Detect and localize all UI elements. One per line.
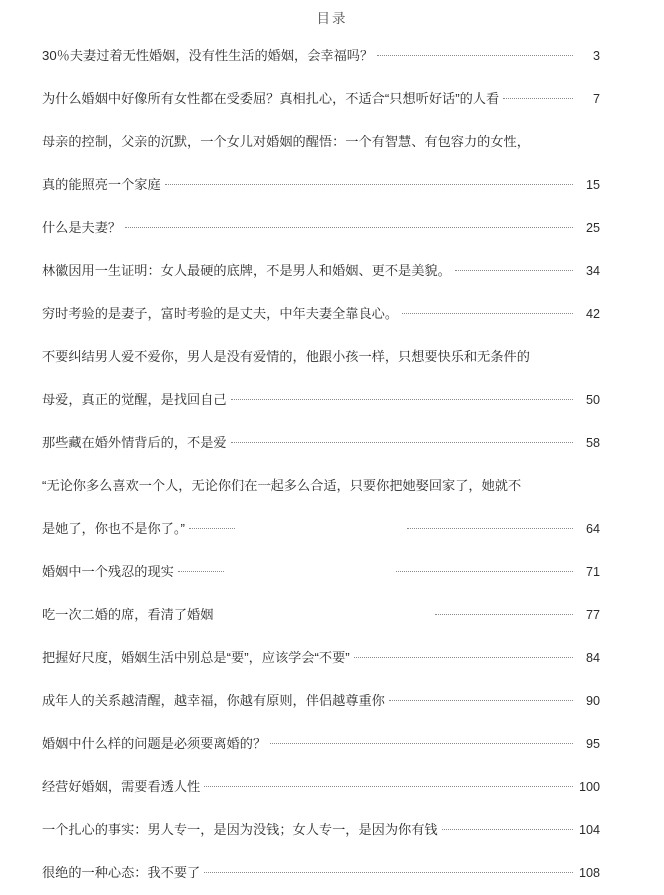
toc-entry[interactable] <box>0 722 664 765</box>
toc-entry-title: 是她了，你也不是你了。” <box>42 521 185 536</box>
page-number: 104 <box>578 823 600 837</box>
leader-dots <box>407 528 573 529</box>
toc-entry-list <box>0 34 664 894</box>
toc-entry-line <box>42 421 600 464</box>
page-number: 50 <box>585 393 600 407</box>
toc-entry-line <box>42 335 600 378</box>
toc-entry-title: 林徽因用一生证明：女人最硬的底牌，不是男人和婚姻、更不是美貌。 <box>42 263 451 278</box>
page-number: 95 <box>585 737 600 751</box>
leader-dots <box>377 55 573 56</box>
toc-entry[interactable] <box>0 77 664 120</box>
toc-entry-line <box>42 507 600 550</box>
toc-entry-title: 那些藏在婚外情背后的，不是爱 <box>42 435 227 450</box>
toc-entry-title: 婚姻中什么样的问题是必须要离婚的？ <box>42 736 267 751</box>
leader-dots <box>402 313 573 314</box>
toc-entry-line <box>42 163 600 206</box>
leader-dots <box>270 743 573 744</box>
toc-entry-line <box>42 636 600 679</box>
toc-entry-title: 婚姻中一个残忍的现实 <box>42 564 174 579</box>
leader-dots <box>125 227 573 228</box>
scan-artifact-dots <box>225 480 271 485</box>
toc-entry[interactable] <box>0 550 664 593</box>
page-number: 15 <box>585 178 600 192</box>
toc-entry[interactable] <box>0 34 664 77</box>
page-title: 目录 <box>316 11 348 26</box>
page-number: 77 <box>585 608 600 622</box>
toc-entry-line <box>42 464 600 507</box>
toc-entry-line <box>42 206 600 249</box>
toc-entry[interactable] <box>0 593 664 636</box>
page-number: 58 <box>585 436 600 450</box>
toc-entry[interactable] <box>0 335 664 421</box>
leader-dots <box>165 184 573 185</box>
toc-entry-title: 很绝的一种心态：我不要了 <box>42 865 201 880</box>
toc-entry-title: 为什么婚姻中好像所有女性都在受委屈？真相扎心，不适合“只想听好话”的人看 <box>42 91 500 106</box>
page-number: 84 <box>585 651 600 665</box>
toc-entry[interactable] <box>0 120 664 206</box>
toc-entry[interactable] <box>0 421 664 464</box>
page-number: 34 <box>585 264 600 278</box>
leader-dots-stub <box>178 571 224 572</box>
page-number: 7 <box>592 92 600 106</box>
toc-entry-line <box>42 378 600 421</box>
page-number: 64 <box>585 522 600 536</box>
page-number: 71 <box>585 565 600 579</box>
leader-dots <box>354 657 573 658</box>
leader-dots <box>204 872 573 873</box>
page-number: 3 <box>592 49 600 63</box>
toc-entry[interactable] <box>0 206 664 249</box>
leader-dots <box>231 442 573 443</box>
toc-entry[interactable] <box>0 249 664 292</box>
toc-entry-title: 一个扎心的事实：男人专一，是因为没钱；女人专一，是因为你有钱 <box>42 822 438 837</box>
toc-entry-title: 经营好婚姻，需要看透人性 <box>42 779 201 794</box>
toc-entry-line <box>42 851 600 894</box>
toc-entry-title: 吃一次二婚的席，看清了婚姻 <box>42 607 214 622</box>
leader-dots <box>204 786 573 787</box>
toc-entry-line <box>42 765 600 808</box>
leader-dots <box>389 700 573 701</box>
toc-entry-line <box>42 120 600 163</box>
toc-entry-title: 母爱，真正的觉醒，是找回自己 <box>42 392 227 407</box>
leader-dots-stub <box>189 528 235 529</box>
toc-entry-title: 把握好尺度，婚姻生活中别总是“要”，应该学会“不要” <box>42 650 350 665</box>
toc-entry-title: 母亲的控制，父亲的沉默，一个女儿对婚姻的醒悟：一个有智慧、有包容力的女性， <box>42 134 530 149</box>
toc-entry-line <box>42 249 600 292</box>
page-number: 25 <box>585 221 600 235</box>
toc-entry[interactable] <box>0 808 664 851</box>
toc-entry-title: 穷时考验的是妻子，富时考验的是丈夫，中年夫妻全靠良心。 <box>42 306 399 321</box>
toc-entry[interactable] <box>0 679 664 722</box>
toc-entry-title: 真的能照亮一个家庭 <box>42 177 161 192</box>
toc-entry[interactable] <box>0 636 664 679</box>
toc-entry-line <box>42 550 600 593</box>
toc-entry[interactable] <box>0 464 664 550</box>
toc-entry-line <box>42 292 600 335</box>
toc-entry[interactable] <box>0 851 664 894</box>
toc-entry[interactable] <box>0 292 664 335</box>
leader-dots <box>442 829 573 830</box>
toc-entry-line <box>42 77 600 120</box>
toc-entry-title: 成年人的关系越清醒，越幸福，你越有原则，伴侣越尊重你 <box>42 693 385 708</box>
toc-entry-title: 不要纠结男人爱不爱你，男人是没有爱情的，他跟小孩一样，只想要快乐和无条件的 <box>42 349 530 364</box>
page-number: 42 <box>585 307 600 321</box>
toc-entry-title: 30％夫妻过着无性婚姻，没有性生活的婚姻，会幸福吗？ <box>42 48 374 63</box>
leader-dots <box>435 614 573 615</box>
leader-dots <box>396 571 573 572</box>
leader-dots <box>231 399 573 400</box>
toc-entry-line <box>42 679 600 722</box>
toc-entry-line <box>42 808 600 851</box>
page-number: 108 <box>578 866 600 880</box>
toc-entry-line <box>42 722 600 765</box>
page-number: 90 <box>585 694 600 708</box>
leader-dots <box>503 98 573 99</box>
toc-entry-title: 什么是夫妻？ <box>42 220 122 235</box>
toc-entry-line <box>42 34 600 77</box>
toc-entry[interactable] <box>0 765 664 808</box>
toc-entry-line <box>42 593 600 636</box>
toc-entry-title: “无论你多么喜欢一个人，无论你们在一起多么合适，只要你把她娶回家了，她就不 <box>42 478 522 493</box>
leader-dots <box>455 270 573 271</box>
page-number: 100 <box>578 780 600 794</box>
